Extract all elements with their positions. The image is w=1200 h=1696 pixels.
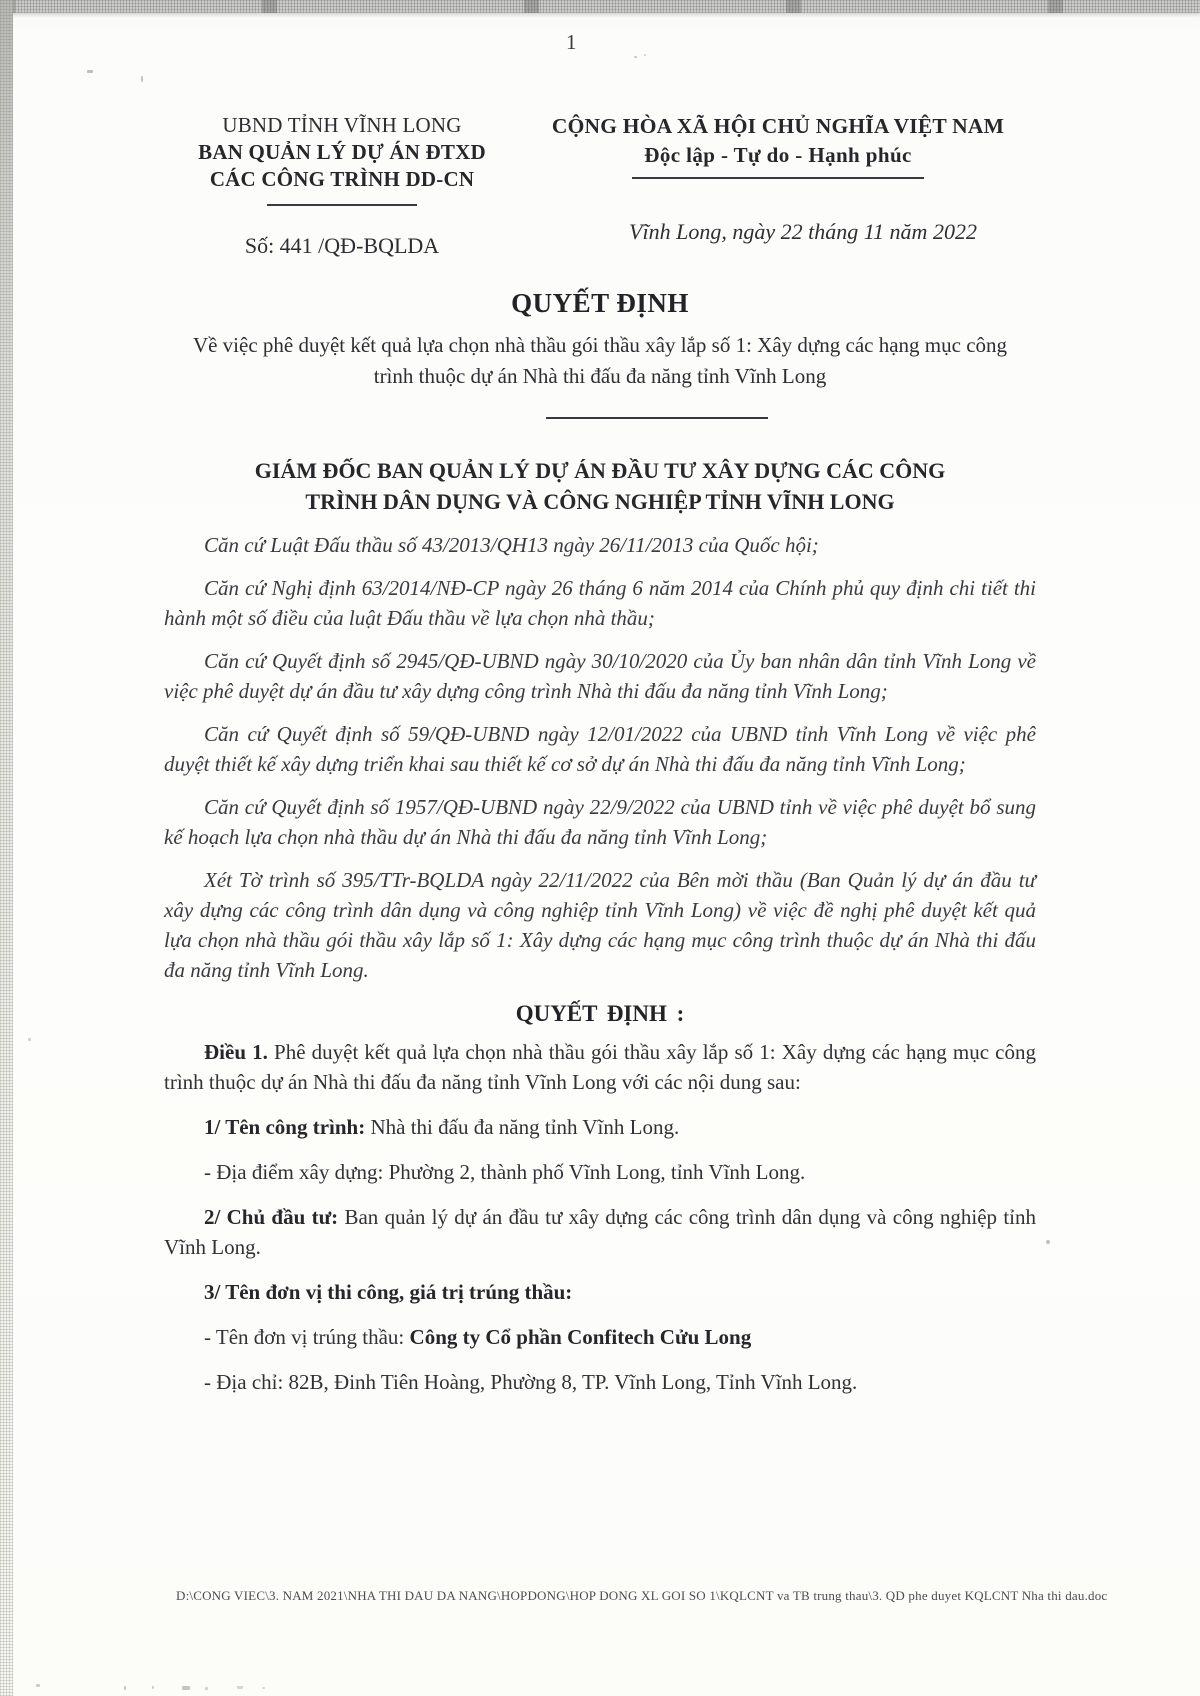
scan-speck — [36, 1684, 40, 1687]
article-1-label: Điều 1. — [204, 1040, 268, 1064]
scan-speck — [644, 54, 646, 56]
recital-3: Căn cứ Quyết định số 2945/QĐ-UBND ngày 30/10/2020 của Ủy ban nhân dân tỉnh Vĩnh Long về việc phê duyệt dự án đầu tư xây dựng công trình Nhà thi đấu đa năng tỉnh Vĩnh Long; — [164, 649, 1036, 703]
subtitle-divider-line — [546, 417, 768, 419]
recital-6: Xét Tờ trình số 395/TTr-BQLDA ngày 22/11/2022 của Bên mời thầu (Ban Quản lý dự án đầu tư xây dựng các công trình dân dụng và công nghiệp tỉnh Vĩnh Long) về việc đề nghị phê duyệt kết quả lựa chọn nhà thầu gói thầu xây lắp số 1: Xây dựng các hạng mục công trình thuộc dự án Nhà thi đấu đa năng tỉnh Vĩnh Long. — [164, 868, 1036, 982]
scan-speck — [87, 70, 93, 73]
scan-speck — [262, 1687, 265, 1689]
scan-speck — [182, 1686, 190, 1690]
item-investor — [164, 1202, 1036, 1262]
item-winning-contractor-name: Công ty Cổ phần Confitech Cửu Long — [409, 1325, 752, 1349]
document-number: Số: 441 /QĐ-BQLDA — [244, 233, 440, 258]
national-header: CỘNG HÒA XÃ HỘI CHỦ NGHĨA VIỆT NAM — [551, 114, 1005, 138]
decision-subtitle: Về việc phê duyệt kết quả lựa chọn nhà thầu gói thầu xây lắp số 1: Xây dựng các hạng mục công trình thuộc dự án Nhà thi đấu đa năng tỉnh Vĩnh Long — [192, 333, 1008, 388]
item-contractor-section-label: 3/ Tên đơn vị thi công, giá trị trúng thầu: — [204, 1280, 573, 1304]
document-body — [164, 288, 1036, 1397]
issuing-agency-block — [164, 112, 520, 259]
recitals-section — [164, 530, 1036, 985]
scan-speck — [152, 1686, 154, 1689]
recital-4: Căn cứ Quyết định số 59/QĐ-UBND ngày 12/01/2022 của UBND tỉnh Vĩnh Long về việc phê duyệt thiết kế xây dựng triển khai sau thiết kế cơ sở dự án Nhà thi đấu đa năng tỉnh Vĩnh Long; — [164, 722, 1036, 776]
issuing-agency-name-line2: CÁC CÔNG TRÌNH DD-CN — [209, 167, 475, 191]
footer-file-path: D:\CONG VIEC\3. NAM 2021\NHA THI DAU DA NANG\HOPDONG\HOP DONG XL GOI SO 1\KQLCNT va TB trung thau\3. QD phe duyet KQLCNT Nha thi dau.doc — [176, 1588, 1108, 1603]
item-project-name — [164, 1112, 1036, 1142]
scan-speck — [1046, 1240, 1050, 1244]
issuer-divider-line — [267, 204, 417, 206]
page-number: 1 — [566, 30, 577, 54]
item-project-name-label: 1/ Tên công trình: — [204, 1115, 366, 1139]
article-1-text: Phê duyệt kết quả lựa chọn nhà thầu gói thầu xây lắp số 1: Xây dựng các hạng mục công trình thuộc dự án Nhà thi đấu đa năng tỉnh Vĩnh Long với các nội dung sau: — [164, 1040, 1037, 1094]
item-contractor-section-heading — [164, 1277, 1036, 1307]
scan-speck — [28, 1038, 31, 1041]
scan-speck — [634, 56, 637, 58]
document-header — [164, 112, 1036, 259]
recital-5: Căn cứ Quyết định số 1957/QĐ-UBND ngày 22/9/2022 của UBND tỉnh về việc phê duyệt bổ sung kế hoạch lựa chọn nhà thầu dự án Nhà thi đấu đa năng tỉnh Vĩnh Long; — [164, 795, 1036, 849]
item-investor-label: 2/ Chủ đầu tư: — [204, 1205, 339, 1229]
national-motto-block — [520, 112, 1036, 259]
item-winning-contractor — [164, 1322, 1036, 1352]
scan-speck — [124, 1686, 126, 1690]
recital-2: Căn cứ Nghị định 63/2014/NĐ-CP ngày 26 tháng 6 năm 2014 của Chính phủ quy định chi tiết thi hành một số điều của luật Đấu thầu về lựa chọn nhà thầu; — [164, 576, 1036, 630]
article-1-paragraph — [164, 1037, 1036, 1097]
authority-heading-line1: GIÁM ĐỐC BAN QUẢN LÝ DỰ ÁN ĐẦU TƯ XÂY DỰNG CÁC CÔNG — [254, 458, 946, 483]
resolution-heading: QUYẾT ĐỊNH : — [515, 1001, 685, 1026]
issuing-agency-parent: UBND TỈNH VĨNH LONG — [222, 113, 462, 137]
item-winning-contractor-prefix: - Tên đơn vị trúng thầu: — [204, 1325, 410, 1349]
place-and-date-line: Vĩnh Long, ngày 22 tháng 11 năm 2022 — [629, 219, 977, 244]
scan-speck — [205, 1687, 208, 1690]
scan-speck — [141, 76, 143, 82]
decision-title: QUYẾT ĐỊNH — [511, 288, 689, 318]
issuing-agency-name-line1: BAN QUẢN LÝ DỰ ÁN ĐTXD — [198, 140, 486, 164]
scan-artifact-left-band — [0, 0, 13, 1696]
item-investor-value: Ban quản lý dự án đầu tư xây dựng các công trình dân dụng và công nghiệp tỉnh Vĩnh Long. — [164, 1205, 1036, 1259]
scan-speck — [237, 1686, 243, 1689]
authority-heading — [164, 455, 1036, 517]
scan-artifact-top-band — [0, 0, 1200, 13]
item-construction-location: - Địa điểm xây dựng: Phường 2, thành phố Vĩnh Long, tỉnh Vĩnh Long. — [204, 1160, 806, 1184]
item-contractor-address: - Địa chỉ: 82B, Đinh Tiên Hoàng, Phường 8, TP. Vĩnh Long, Tỉnh Vĩnh Long. — [204, 1370, 858, 1394]
recital-1: Căn cứ Luật Đấu thầu số 43/2013/QH13 ngày 26/11/2013 của Quốc hội; — [204, 533, 819, 557]
motto-divider-line — [632, 177, 924, 179]
national-motto: Độc lập - Tự do - Hạnh phúc — [644, 143, 912, 167]
item-project-name-value: Nhà thi đấu đa năng tỉnh Vĩnh Long. — [365, 1115, 680, 1139]
authority-heading-line2: TRÌNH DÂN DỤNG VÀ CÔNG NGHIỆP TỈNH VĨNH LONG — [305, 489, 895, 514]
